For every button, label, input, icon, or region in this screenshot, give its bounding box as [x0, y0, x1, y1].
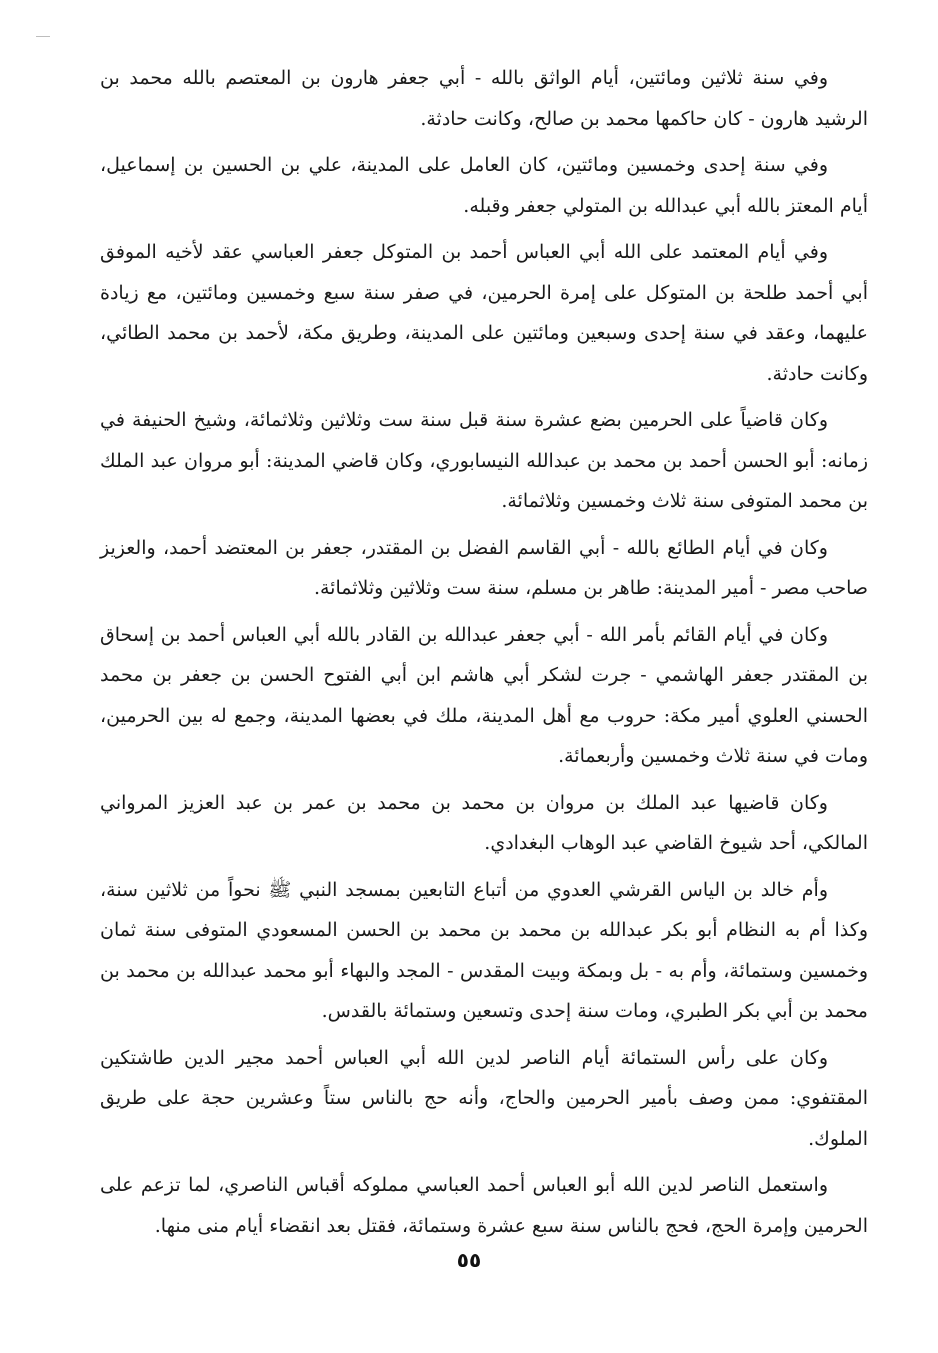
paragraph: وكان في أيام الطائع بالله - أبي القاسم الفضل بن المقتدر، جعفر بن المعتضد أحمد، والعزيز صاحب مصر - أمير المدينة: طاهر بن مسلم، سنة ست وثلاثين وثلاثمائة.: [100, 536, 868, 599]
paragraph: وكان قاضياً على الحرمين بضع عشرة سنة قبل سنة ست وثلاثين وثلاثمائة، وشيخ الحنيفة في زمانه: أبو الحسن أحمد بن محمد بن عبدالله النيسابوري، وكان قاضي المدينة: أبو مروان عبد الملك بن محمد المتوفى سنة ثلاث وخمسين وثلاثمائة.: [100, 409, 868, 512]
body-text: [100, 58, 868, 1252]
paragraph: وكان على رأس الستمائة أيام الناصر لدين الله أبي العباس أحمد مجير الدين طاشتكين المقتفوي: ممن وصف بأمير الحرمين والحاج، وأنه حج بالناس ستاً وعشرين حجة على طريق الملوك.: [100, 1046, 868, 1150]
scan-mark: [36, 36, 50, 37]
page-number: ٥٥: [456, 1248, 482, 1272]
paragraph: وكان في أيام القائم بأمر الله - أبي جعفر عبدالله بن القادر بالله أبي العباس أحمد بن إسحاق بن المقتدر جعفر الهاشمي - جرت لشكر أبي هاشم ابن أبي الفتوح الحسن بن جعفر بن محمد الحسني العلوي أمير مكة: حروب مع أهل المدينة، ملك في بعضها المدينة، وجمع له بين الحرمين، ومات في سنة ثلاث وخمسين وأربعمائة.: [100, 623, 868, 767]
paragraph: وأم خالد بن الياس القرشي العدوي من أتباع التابعين بمسجد النبي ﷺ نحواً من ثلاثين سنة، وكذا أم به النظام أبو بكر عبدالله بن محمد بن محمد بن الحسن المسعودي المتوفى سنة ثمان وخمسين وستمائة، وأم به - بل وبمكة وبيت المقدس - المجد والبهاء أبو محمد عبدالله بن محمد بن محمد بن أبي بكر الطبري، ومات سنة إحدى وتسعين وستمائة بالقدس.: [100, 878, 868, 1022]
paragraph: وفي أيام المعتمد على الله أبي العباس أحمد بن المتوكل جعفر العباسي عقد لأخيه الموفق أبي أحمد طلحة بن المتوكل على إمرة الحرمين، في صفر سنة سبع وخمسين ومائتين، مع زيادة عليهما، وعقد في سنة إحدى وسبعين ومائتين على المدينة، وطريق مكة، لأحمد بن محمد الطائي، وكانت حادثة.: [100, 241, 868, 385]
paragraph: واستعمل الناصر لدين الله أبو العباس أحمد العباسي مملوكه أقباس الناصري، لما تزعم على الحرمين وإمرة الحج، فحج بالناس سنة سبع عشرة وستمائة، فقتل بعد انقضاء أيام منى منها.: [100, 1174, 868, 1237]
paragraph: وفي سنة ثلاثين ومائتين، أيام الواثق بالله - أبي جعفر هارون بن المعتصم بالله محمد بن الرشيد هارون - كان حاكمها محمد بن صالح، وكانت حادثة.: [100, 67, 868, 130]
paragraph: وكان قاضيها عبد الملك بن مروان بن محمد بن محمد بن عمر بن عبد العزيز المرواني المالكي، أحد شيوخ القاضي عبد الوهاب البغدادي.: [100, 791, 868, 854]
paragraph: وفي سنة إحدى وخمسين ومائتين، كان العامل على المدينة، علي بن الحسين بن إسماعيل، أيام المعتز بالله أبي عبدالله بن المتولي جعفر وقبله.: [100, 154, 868, 217]
